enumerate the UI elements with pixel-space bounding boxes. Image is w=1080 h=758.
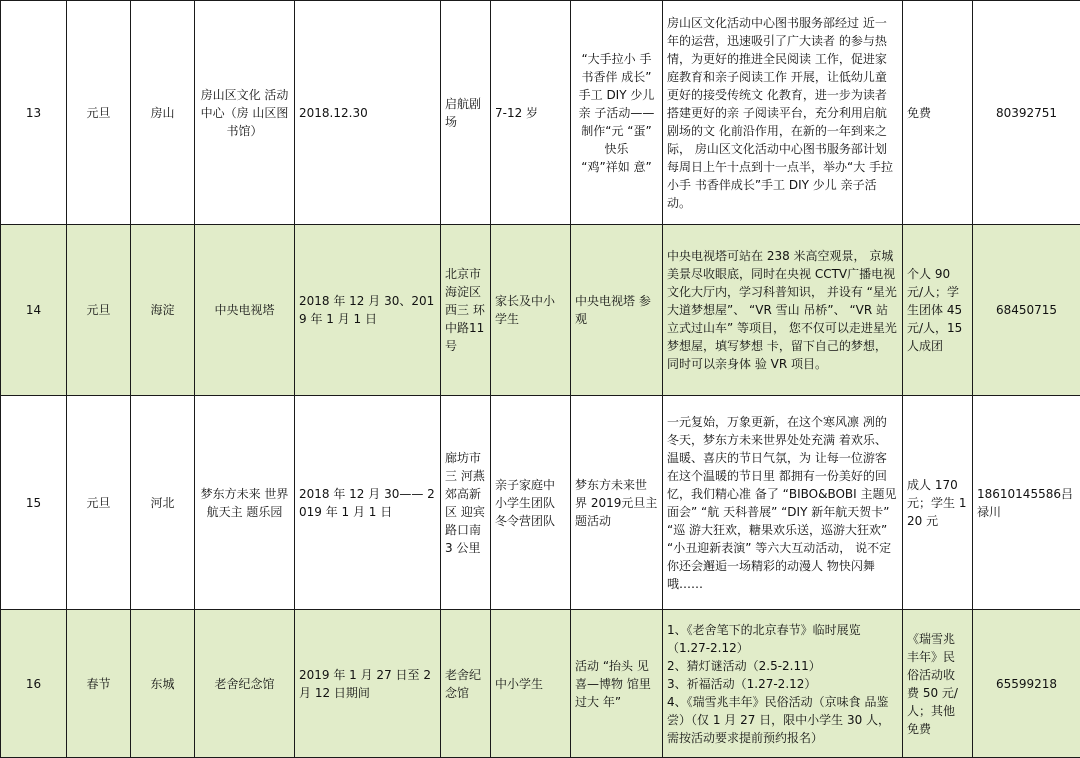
place-cell: 老舍纪念馆 bbox=[441, 610, 491, 758]
audience-cell: 7-12 岁 bbox=[491, 1, 571, 225]
fee-cell: 免费 bbox=[903, 1, 973, 225]
place-cell: 北京市海淀区西三 环中路11号 bbox=[441, 225, 491, 396]
table-row bbox=[1, 610, 1080, 758]
phone-cell: 80392751 bbox=[973, 1, 1080, 225]
venue-cell: 房山区文化 活动中心（房 山区图书馆） bbox=[195, 1, 295, 225]
audience-cell: 家长及中小学生 bbox=[491, 225, 571, 396]
phone-cell: 18610145586吕禄川 bbox=[973, 396, 1080, 610]
activity-cell: 活动 “抬头 见喜—博物 馆里过大 年” bbox=[571, 610, 663, 758]
fee-cell: 成人 170 元；学生 120 元 bbox=[903, 396, 973, 610]
holiday-cell: 元旦 bbox=[67, 1, 131, 225]
row-number: 15 bbox=[1, 396, 67, 610]
place-cell: 启航剧场 bbox=[441, 1, 491, 225]
activity-cell: 中央电视塔 参观 bbox=[571, 225, 663, 396]
district-cell: 海淀 bbox=[131, 225, 195, 396]
description-cell: 中央电视塔可站在 238 米高空观景， 京城美景尽收眼底，同时在央视 CCTV广播电视文化大厅内，学习科普知识， 并设有 “星光大道梦想屋”、 “VR 雪山 吊桥”、 “VR 站立式过山车” 等项目， 您不仅可以走进星光梦想屋，填写梦想 卡，留下自己的梦想，同时可以亲身体 验 VR 项目。 bbox=[663, 225, 903, 396]
phone-cell: 68450715 bbox=[973, 225, 1080, 396]
row-number: 16 bbox=[1, 610, 67, 758]
district-cell: 东城 bbox=[131, 610, 195, 758]
phone-cell: 65599218 bbox=[973, 610, 1080, 758]
date-cell: 2018 年 12 月 30—— 2019 年 1 月 1 日 bbox=[295, 396, 441, 610]
holiday-cell: 春节 bbox=[67, 610, 131, 758]
row-number: 14 bbox=[1, 225, 67, 396]
holiday-cell: 元旦 bbox=[67, 396, 131, 610]
venue-cell: 梦东方未来 世界航天主 题乐园 bbox=[195, 396, 295, 610]
district-cell: 河北 bbox=[131, 396, 195, 610]
district-cell: 房山 bbox=[131, 1, 195, 225]
audience-cell: 亲子家庭中小学生团队 冬令营团队 bbox=[491, 396, 571, 610]
holiday-cell: 元旦 bbox=[67, 225, 131, 396]
table-row bbox=[1, 1, 1080, 225]
row-number: 13 bbox=[1, 1, 67, 225]
venue-cell: 老舍纪念馆 bbox=[195, 610, 295, 758]
fee-cell: 个人 90 元/人；学生团体 45 元/人，15 人成团 bbox=[903, 225, 973, 396]
activity-text: “大手拉小 手 书香伴 成长” 手工 DIY 少儿 亲 子活动——制作“元 “蛋” 快乐 “鸡”祥如 意” bbox=[578, 51, 655, 174]
table-row bbox=[1, 396, 1080, 610]
description-cell: 房山区文化活动中心图书服务部经过 近一年的运营，迅速吸引了广大读者 的参与热情，为更好的推进全民阅读 工作，促进家庭教育和亲子阅读工作 开展，让低幼儿童更好的接受传统文 化教育，进一步为读者搭建更好的亲 子阅读平台，充分利用启航剧场的文 化前沿作用，在新的一年到来之际， 房山区文化活动中心图书服务部计划 每周日上午十点到十一点半，举办“大 手拉小手 书香伴成长”手工 DIY 少儿 亲子活动。 bbox=[663, 1, 903, 225]
description-text: 1、《老舍笔下的北京春节》临时展览 （1.27-2.12） 2、猜灯谜活动（2.5-2.11） 3、祈福活动（1.27-2.12） 4、《瑞雪兆丰年》民俗活动（京味食 品鉴尝）（仅 1 月 27 日，限中小学生 30 人，需按活动要求提前预约报名） bbox=[667, 622, 891, 745]
activity-cell bbox=[571, 1, 663, 225]
date-cell: 2018.12.30 bbox=[295, 1, 441, 225]
place-cell: 廊坊市三 河燕郊高新区 迎宾路口南 3 公里 bbox=[441, 396, 491, 610]
fee-cell: 《瑞雪兆 丰年》民 俗活动收 费 50 元/ 人；其他 免费 bbox=[903, 610, 973, 758]
table-row bbox=[1, 225, 1080, 396]
activity-cell: 梦东方未来世界 2019元旦主题活动 bbox=[571, 396, 663, 610]
date-cell: 2019 年 1 月 27 日至 2 月 12 日期间 bbox=[295, 610, 441, 758]
date-cell: 2018 年 12 月 30、2019 年 1 月 1 日 bbox=[295, 225, 441, 396]
description-cell bbox=[663, 610, 903, 758]
venue-cell: 中央电视塔 bbox=[195, 225, 295, 396]
description-cell: 一元复始，万象更新，在这个寒风凛 冽的冬天，梦东方未来世界处处充满 着欢乐、温暖、喜庆的节日气氛，为 让每一位游客在这个温暖的节日里 都拥有一份美好的回忆，我们精心准 备了 “BIBO&BOBI 主题见面会” “航 天科普展” “DIY 新年航天贺卡” “巡 游大狂欢，糖果欢乐送，巡游大狂欢” “小丑迎新表演” 等六大互动活动， 说不定你还会邂逅一场精彩的动漫人 物快闪舞哦…… bbox=[663, 396, 903, 610]
audience-cell: 中小学生 bbox=[491, 610, 571, 758]
